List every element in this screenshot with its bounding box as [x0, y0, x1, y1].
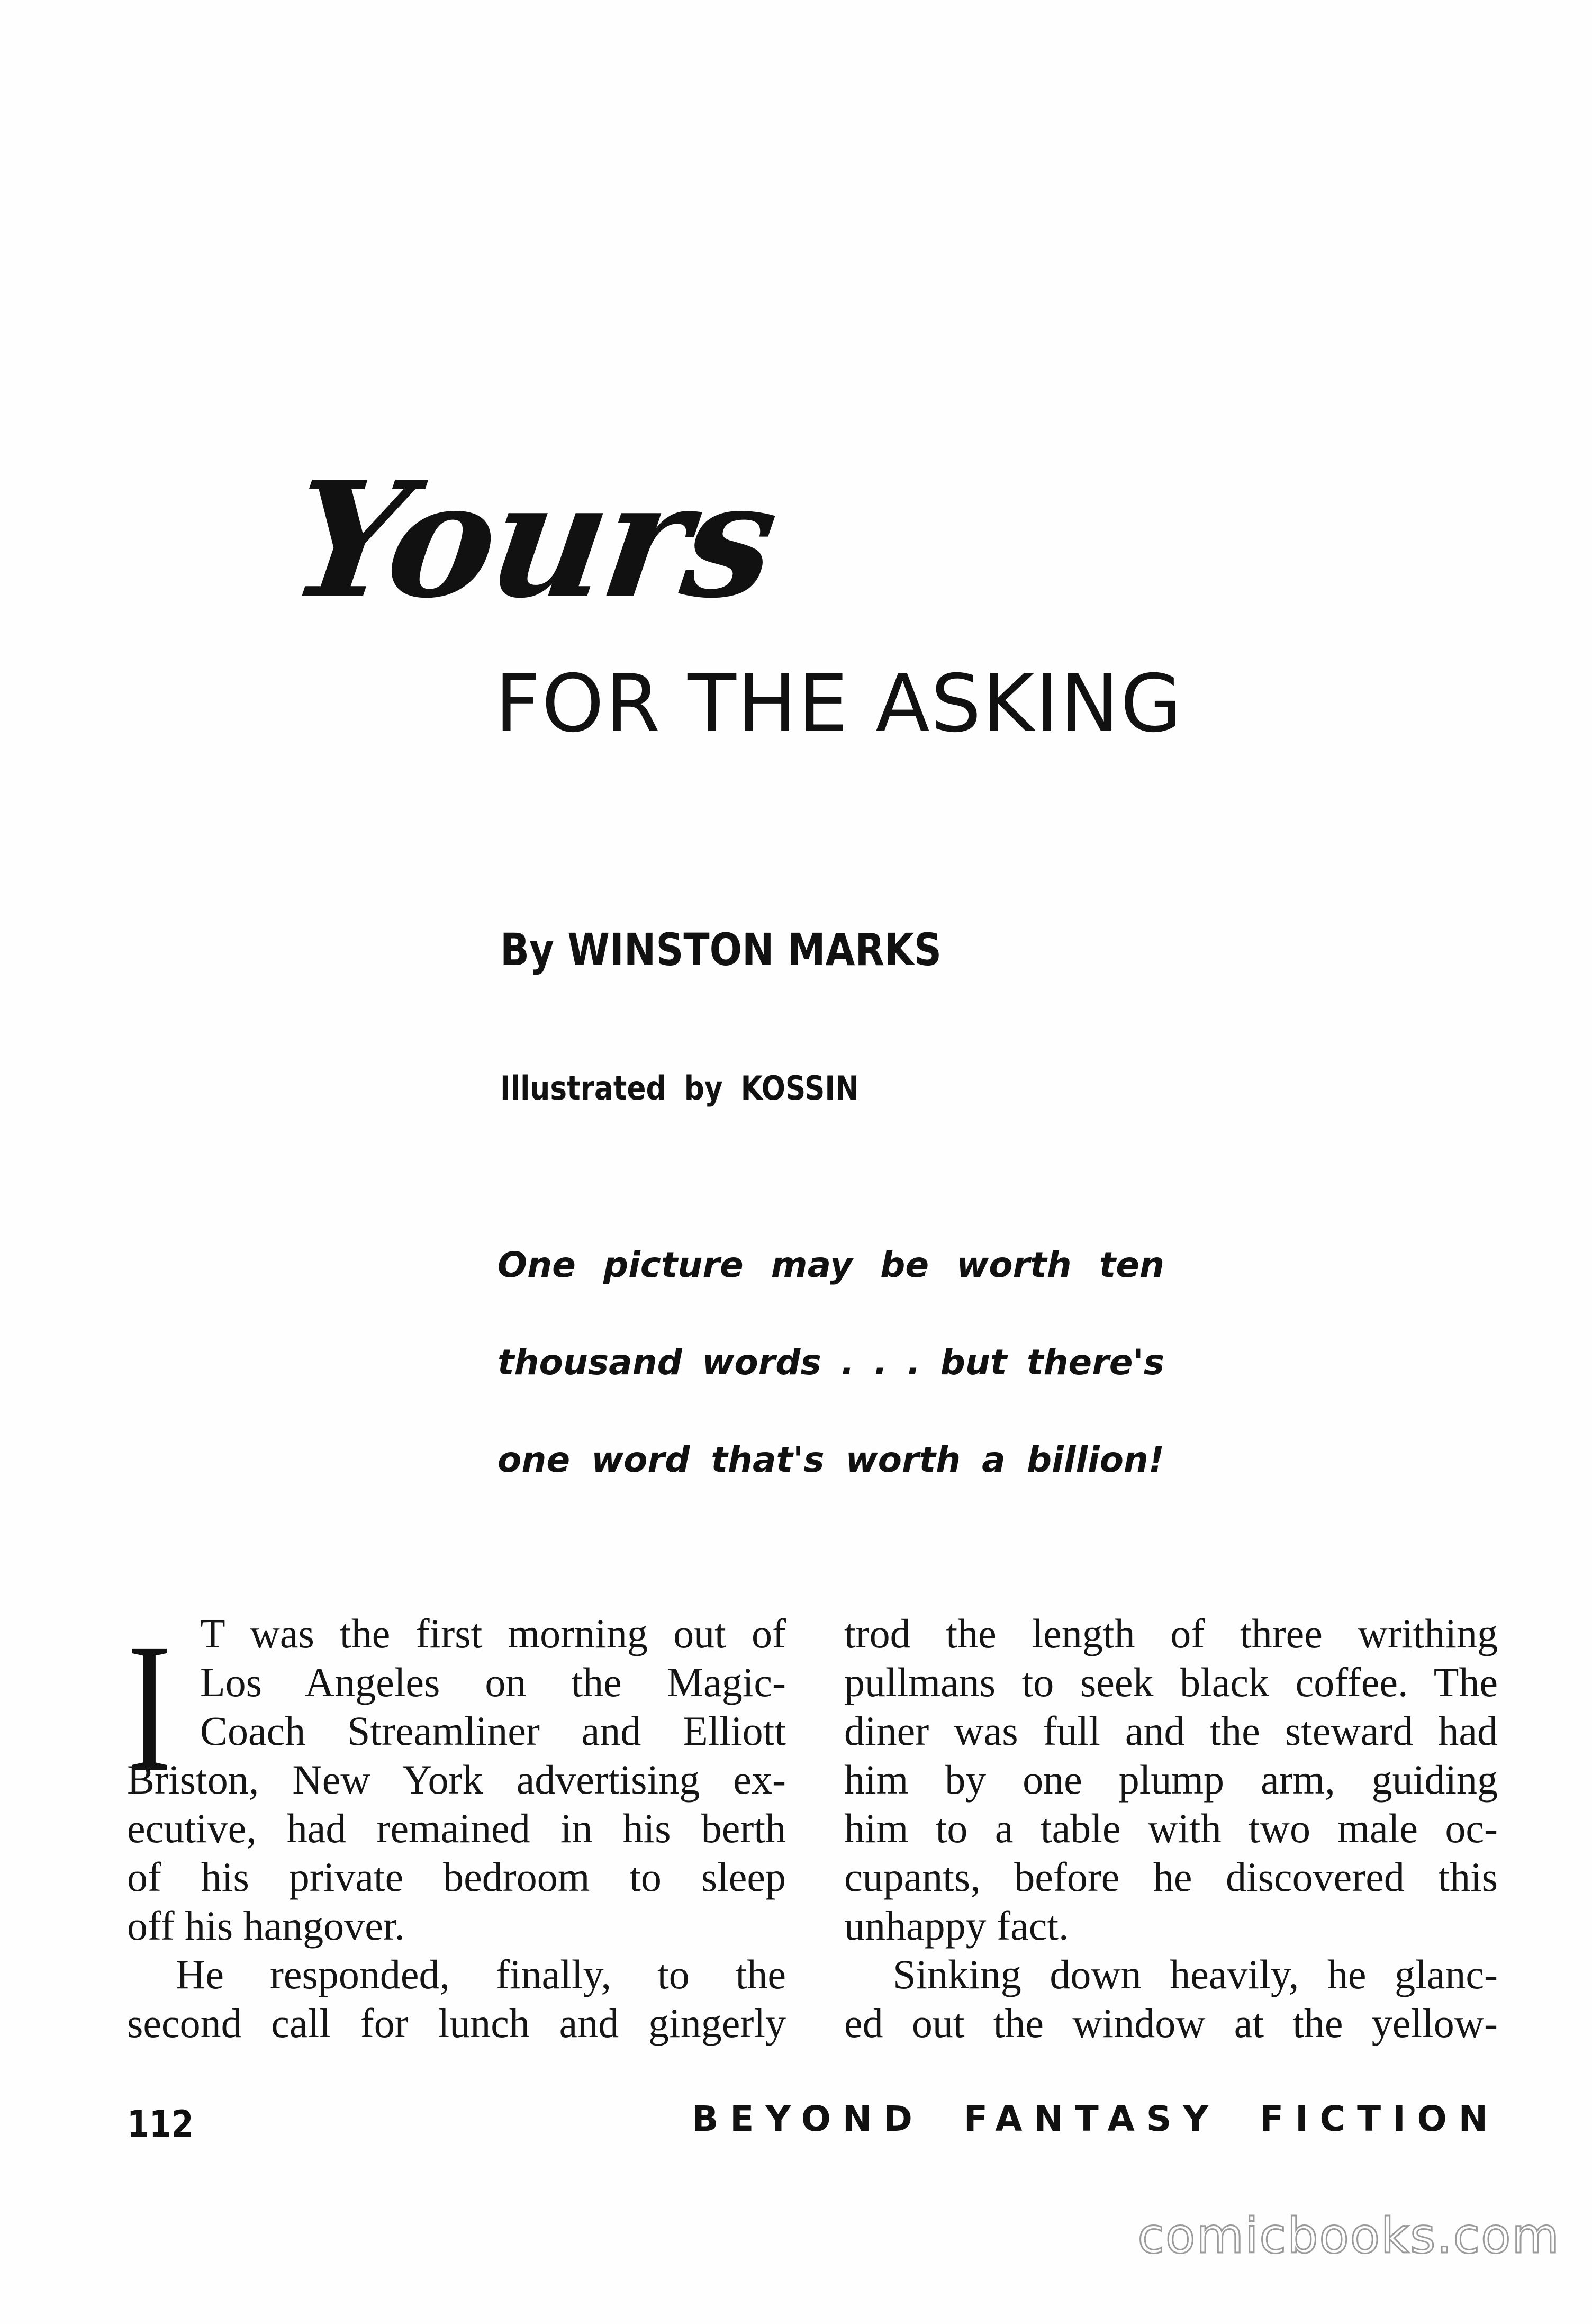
body-line: Briston, New York advertising ex-: [127, 1756, 786, 1803]
body-column-left: [127, 1605, 786, 2048]
site-watermark: comicbooks.com: [1137, 2208, 1560, 2264]
body-line: trod the length of three writhing: [844, 1610, 1498, 1656]
body-line: diner was full and the steward had: [844, 1708, 1498, 1754]
body-line: pullmans to seek black coffee. The: [844, 1659, 1498, 1705]
body-line: cupants, before he discovered this: [844, 1854, 1498, 1900]
body-line: T was the first morning out of: [200, 1610, 786, 1656]
body-line: Coach Streamliner and Elliott: [200, 1708, 786, 1754]
body-line: him to a table with two male oc-: [844, 1805, 1498, 1851]
blurb-line: One picture may be worth ten: [498, 1245, 1164, 1285]
illustrator-credit: Illustrated by KOSSIN: [500, 1069, 859, 1107]
body-line: Los Angeles on the Magic-: [200, 1659, 786, 1705]
body-line: him by one plump arm, guiding: [844, 1756, 1498, 1803]
body-line: Sinking down heavily, he glanc-: [893, 1951, 1498, 1997]
story-title: FOR THE ASKING: [495, 658, 1183, 750]
body-column-right: [844, 1609, 1498, 2048]
title-script-word: Yours: [281, 446, 785, 633]
author-byline: By WINSTON MARKS: [500, 924, 942, 976]
blurb-line: thousand words . . . but there's: [498, 1342, 1164, 1383]
magazine-title: BEYOND FANTASY FICTION: [691, 2098, 1499, 2139]
body-line: unhappy fact.: [844, 1903, 1069, 1949]
blurb-line: one word that's worth a billion!: [498, 1439, 1164, 1480]
body-line: ed out the window at the yellow-: [844, 2000, 1498, 2046]
body-line: of his private bedroom to sleep: [127, 1854, 786, 1900]
body-line: He responded, finally, to the: [176, 1951, 786, 1997]
body-line: off his hangover.: [127, 1903, 405, 1949]
body-line: second call for lunch and gingerly: [127, 2000, 786, 2046]
drop-cap: I: [127, 1605, 171, 1810]
body-line: ecutive, had remained in his berth: [127, 1805, 786, 1851]
page-number: 112: [127, 2103, 194, 2146]
story-blurb: [498, 1239, 1164, 1531]
